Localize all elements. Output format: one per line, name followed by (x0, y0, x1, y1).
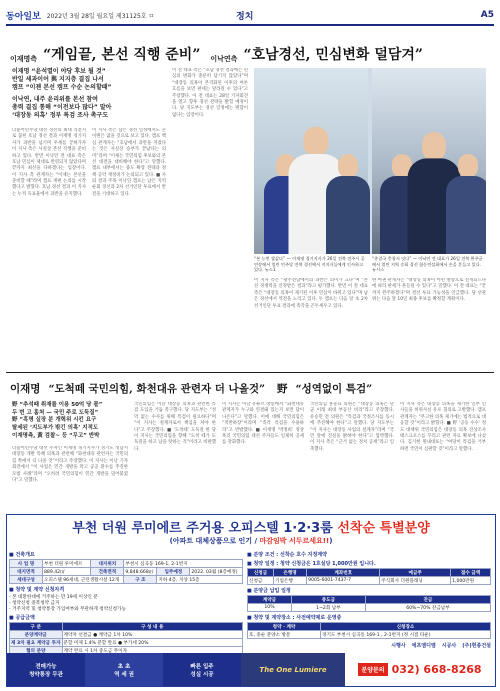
story2-body-col2: 국민의힘은 이날 대장동 의혹과 관련한 특검 도입을 거듭 촉구했다. 당 지도부는 “성역 없는 수사를 위해 특검이 필요하다”며 “이 지사는 설계자로서 책임을 져야 한다”고 주장했다. ■ ‘도척떼’ 도둑질 한 당 이 지사는 국민의힘을 향해 “도척 떼가 도둑질을 하고 남을 탓하는 격”이라고 비판했다. (134, 402, 216, 452)
overview-table (9, 559, 243, 584)
story1-head-right: “호남경선, 민심변화 덜담겨” (243, 47, 423, 63)
story2-subhead: 野 “흑명 실장 분 개혁위 시킨 요구 (12, 417, 97, 424)
story1-subhead: 이낙연, 내주 윤리위를 본선 참여 (12, 96, 98, 104)
place-title: ■ 청약 및 계약장소 : 사전예약제로 운영중 (247, 615, 342, 621)
table-row: 호, 중순 분양소 방문 경기도 부천시 심곡동 169-1 , 2-1번지 (정 시점 타운) (248, 631, 491, 639)
benefit-title: ■ 청약 및 계약 신청자격 (9, 587, 65, 593)
story1-subheads (12, 68, 162, 121)
story1-head-left: “게임끝, 본선 직행 준비” (43, 47, 201, 63)
photo-caption-left: “본 농번 쌀값다” — 이재명 경기지사가 26일 전북 전주시 공연장에서 열린 민주당 전북 경선에서 지지자들에게 인사하고 있다. 뉴스1 (254, 256, 365, 273)
issue-date: 2022년 3월 28일 월요일 제31125호 ㅁ (46, 12, 155, 20)
footer-cell-resale: 전매가능 청약통장 무관 (7, 653, 85, 686)
table-row: 대지면적 889.42㎡ 건축면적 9,848.668㎡ 입주예정 2022. 03월 (8층예정) (10, 568, 243, 576)
story1-subhead: 반일 세과이어 與 지지층 결집 나서 (12, 76, 104, 84)
account-table (247, 568, 491, 585)
table-row: 신청금 기업은행 9005-6001-7437-7 주식회사 더원플래닝 1,000만원 (248, 577, 491, 585)
story2-kicker-left: 이재명 (10, 383, 41, 395)
table-row: 세대구성 오피스텔 96세대, 근린생활시설 12개 구 조 지하 4층, 지상 15층 (10, 576, 243, 584)
story1-subhead: 총력 결집 통해 “이전보다 많다” 말아 (12, 104, 112, 112)
real-estate-ad (6, 514, 496, 687)
payment-table (247, 595, 491, 612)
story2-subheads (12, 402, 128, 440)
story1-body-col4: 이 지사 측은 “광주전남에서의 과반은 의미가 크다”며 “본선 경쟁력을 인정받은 결과”라고 평가했다. 반면 이 전 대표 측은 “대장동 의혹이 제기된 이후 민심이 바뀌고 있다”며 남은 경선에서 역전을 노리고 있다. 두 캠프는 다음 달 초 2차 선거인단 투표 결과에 촉각을 곤두세우고 있다. (254, 278, 368, 309)
place-table (247, 622, 491, 639)
schedule-line: ■ 청약 일정 : 청약 신청금은 1호실당 1,000만원 입니다. (247, 561, 376, 567)
ad-footer (7, 653, 495, 686)
story1-subhead: 이재명 “윤석열이 야당 후보 될 것” (12, 68, 106, 75)
story1-body-col5: 한 여권 관계자는 “대장동 의혹이 어떤 방향으로 전개되느냐에 따라 판세가 흔들릴 수 있다”고 말했다. 이 전 대표는 “끝까지 완주하겠다”며 결선 투표 가능성을 언급했다. 당 선관위는 다음 달 10일 최종 후보를 확정할 계획이다. (372, 278, 486, 303)
photo-caption-right: “총결국 충청서 잇다” — 이낙연 전 대표가 26일 전북 완주군에서 열린 지역 순회 경선 합동연설회에서 손을 흔들고 있다. 뉴시스 (372, 256, 483, 273)
story1-kicker-left: 이재명측 (10, 55, 38, 63)
table-row: 협의 분양 계약 완료 시 1차 중도금 무이자 (10, 647, 243, 655)
footer-brand-logo: The One Lumiere (241, 653, 345, 686)
ad-title: 부천 더원 루미에르 주거용 오피스텔 1·2·3룸 선착순 특별분양 (72, 521, 430, 536)
supply-table (9, 622, 243, 655)
story1-body-col2: 이 지사 측은 남은 경선 일정에서도 큰 이변은 없을 것으로 보고 있다. 캠프 핵심 관계자는 “호남에서 과반을 지켰다는 것은 사실상 승부가 끝났다는 의미”라며 “이제는 국민의힘 후보와의 본선 대결을 대비해야 한다”고 말했다. 캠프 내부에서는 중도 확장 전략과 정책 공약 재정비가 논의되고 있다. ■ 사퇴 결과 주목 이낙연 캠프는 남은 지역 순회 경선과 2차 선거인단 투표에서 반전을 기대하고 있다. (92, 128, 166, 197)
footer-cell-movein: 빠른 입주 성실 시공 (163, 653, 241, 686)
photo-lee-jaemyung (254, 68, 368, 254)
table-row: 10% 1~2회 납부 60%~70% 잔금납부 (248, 604, 491, 612)
story2-head-left: “도척떼 국민의힘, 화천대유 관련자 더 나올것” (48, 383, 266, 395)
footer-cell-station: 초 초 역 세 권 (85, 653, 163, 686)
story1-kicker-right: 이낙연측 (210, 55, 238, 63)
story2-body-col5: 이 지사 측은 대장동 의혹을 제기한 일부 인사들을 허위사실 유포 혐의로 고발했다. 캠프 관계자는 “무고한 의혹 제기에는 법적으로 대응할 것”이라고 밝혔다. ■ 野 ‘공동 수수’ 정도 대책위 국민의힘은 대장동 의혹 진상조사 태스크포스를 꾸리고 관련 자료 확보에 나섰다. 김기현 원내대표는 “여당이 특검을 거부하면 국민이 심판할 것”이라고 말했다. (400, 402, 486, 452)
section-name: 정치 (236, 11, 254, 22)
story2-headline (10, 376, 490, 396)
story1-subhead: 캠프 “이젠 본선 캠프 수순 논의할때” (12, 84, 112, 92)
story2-kicker-right: 野 (277, 383, 288, 395)
table-row: 분양계약금 계약자 선결금 ● 계약금 1차 10% (10, 631, 243, 639)
story1-body-col1: 더불어민주당 대선 경선의 최대 격전지로 꼽힌 호남 경선 결과 이재명 경기지사가 과반을 넘기며 우세를 굳혀가자 이 지사 측은 사실상 본선 직행을 준비하고 있다. 반면 이낙연 전 대표 측은 호남 민심이 제대로 반영되지 않았다며 끝까지 최선을 다하겠다는 입장이다. 이 지사 측 관계자는 “이제는 본선을 준비할 때”라며 캠프 재편 논의를 시작했다고 밝혔다. 호남 경선 결과 이 지사는 누적 득표율에서 과반을 유지했다. (12, 128, 86, 197)
benefit-item: - 본 대환한대에 거주하는 만 19세 이상인 분 (9, 595, 98, 600)
ad-left-column (9, 549, 243, 652)
newspaper-logo: 동아일보 (6, 11, 41, 22)
overview-title: ■ 건축개요 (9, 552, 35, 558)
footer-contact (345, 653, 495, 686)
ad-subtitle: (아파트 대체상품으로 인기 / 마감임박 서두르세요!!) (169, 537, 333, 545)
schedule-title: ■ 분양 조건 : 선착순 호수 지정계약 (247, 552, 327, 558)
story2-head-right: “성역없이 특검” (295, 383, 373, 395)
story1-photo (254, 68, 486, 254)
contact-phone: 032) 668-8268 (391, 663, 482, 676)
page-number: A5 (480, 10, 494, 20)
ad-title-block (7, 515, 495, 547)
story1-headline (10, 30, 490, 64)
sponsor-row: 시행사 에프엠디엠 시공사 (주)현종건설 (391, 643, 491, 649)
story2-body-col4: 국민의힘 홍준표 의원은 “대장동 의혹은 단군 이래 최대 부동산 비리”라고 주장했다. 유승민 전 의원은 “특검과 국정조사를 동시에 추진해야 한다”고 말했다. 당 지도부는 “이 지사는 대장동 사업의 설계자”라며 “국민 앞에 진실을 밝혀야 한다”고 압박했다. 이 지사 측은 “근거 없는 정치 공세”라고 일축했다. (310, 402, 394, 452)
story-divider (6, 372, 494, 373)
story2-body-col1: 더불어민주당 대선 주자인 이재명 경기지사가 경기도 성남시 대장동 개발 특혜 의혹과 관련해 “화천대유 관련자는 국민의힘 쪽에서 더 나올 것”이라고 주장했다. 이 지사는 이날 기자회견에서 “이 사업은 민간 개발을 막고 공공 환수를 추진한 모범 사례”라며 “오히려 국민의힘이 민간 개발을 밀어붙였다”고 말했다. (12, 446, 128, 483)
payment-title: ■ 분양금 납입 일정 (247, 588, 291, 594)
story2-subhead: 두 번 고 훔쳐 — 국민 주로 도둑질” (12, 409, 99, 416)
masthead (6, 6, 494, 25)
ad-right-column (247, 549, 491, 652)
benefit-item: - 거주지역 및 청약통장 가입여부와 무관하게 청약신청가능 (9, 607, 126, 612)
benefit-item: - 청약신청 중복청약 금지 (9, 601, 60, 606)
story1-body-col3: 이 전 대표 측은 “호남 경선 결과에는 민심의 변화가 충분히 담기지 않았다”며 “대장동 의혹이 본격화된 이후의 여론 흐름을 보면 판세는 달라질 수 있다”고 주장했다. 이 전 대표는 28일 기자회견을 열고 향후 경선 전략을 밝힐 예정이다. 당 지도부는 경선 일정에는 변함이 없다는 입장이다. (172, 68, 248, 118)
story2-subhead: 野 “추석때 취재를 이용 50억 당 몫” (12, 402, 103, 408)
story2-subhead: 탈세된 ‘지도부가 밖긴 의혹’ 지적도 (12, 425, 99, 432)
table-row: 계약금 중도금 잔금 (248, 596, 491, 604)
supply-title: ■ 공급금액 (9, 615, 35, 621)
masthead-rule (6, 24, 494, 26)
contact-label: 분양문의 (358, 663, 387, 676)
table-row: 구 분 구 성 내 용 (10, 623, 243, 631)
story2-body-col3: 이 지사는 이날 유튜브 방송에서 “화천대유 관계자가 누구와 연결돼 있는지 보면 답이 나온다”고 말했다. 이에 대해 국민의힘은 “적반하장”이라며 “즉각 특검을 수용하라”고 반발했다. ■ 이재명 ‘박정희’ 정상 흑리 국민의힘 대선 주자들도 일제히 공세를 강화했다. (222, 402, 304, 446)
table-row: 제 3차 필요 계약금 투자 분할 미제 1.4% 분할 완료 ● 부가세 20% (10, 639, 243, 647)
photo-lee-nakyon (372, 68, 486, 254)
story1-photo-captions (254, 256, 486, 273)
story1-subhead: ‘대장동 의혹’ 정부 특검 조사 촉구도 (12, 112, 109, 120)
table-row: 청약 · 계약 신청장소 (248, 623, 491, 631)
table-row: 사 업 명 부천 더원 루미에르 대지위치 부천시 심곡동 169-1, 2-1번지 (10, 560, 243, 568)
table-row: 신청금 은행명 계좌번호 예금주 접수 금액 (248, 569, 491, 577)
story2-subhead: 이재명측, 黃 검찰~ 등 “무고” 반박 (12, 432, 100, 439)
